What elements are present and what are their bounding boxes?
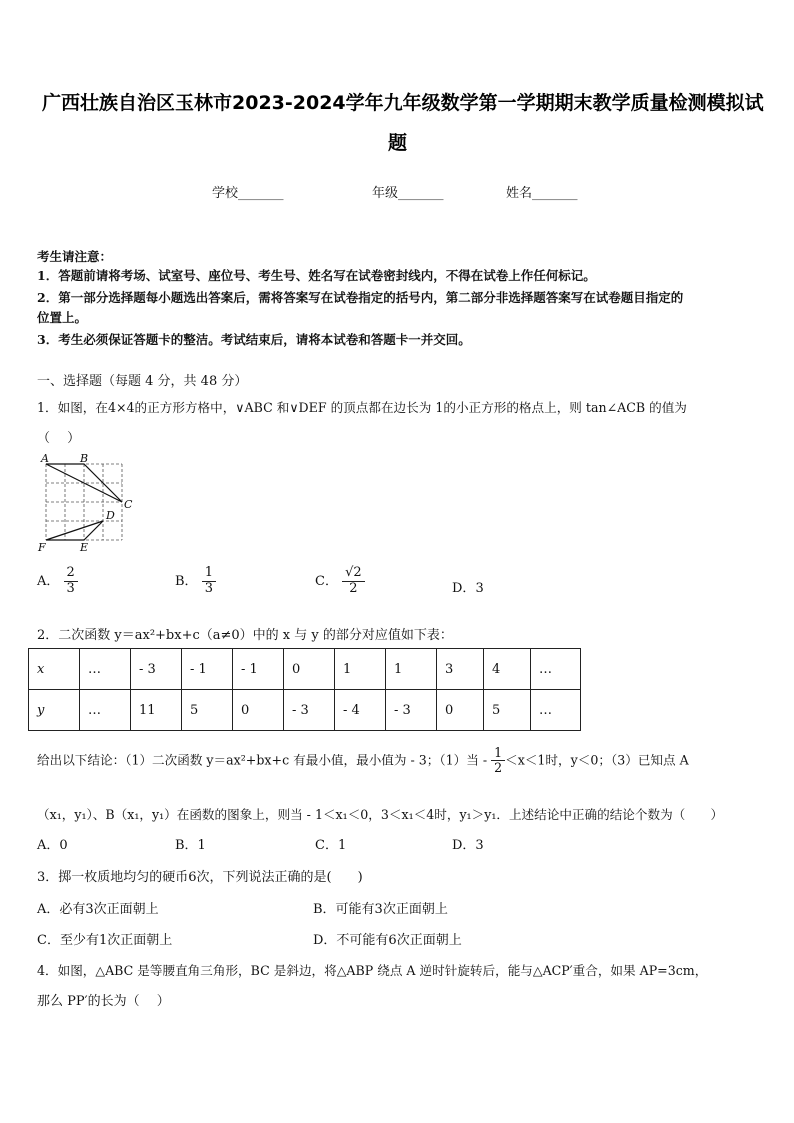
label-f: F — [38, 541, 46, 554]
q1-option-c[interactable]: C． $\frac{√2}{2}$ — [315, 566, 365, 597]
q1-option-d[interactable]: D．3 — [452, 581, 484, 596]
label-e: E — [80, 541, 89, 554]
q2-option-d[interactable]: D．3 — [452, 838, 484, 853]
q1-stem: 1．如图，在4×4的正方形方格中，∨ABC 和∨DEF 的顶点都在边长为 1的小正方形的格点上，则 tan∠ACB 的值为 — [37, 400, 687, 415]
name-field: 姓名_______ — [506, 186, 578, 201]
q2-conclusions-cont: （x₁，y₁）、B（x₁，y₁）在函数的图象上，则当 - 1＜x₁＜0，3＜x₁＜4时，y₁＞y₁．上述结论中正确的结论个数为（ ） — [37, 807, 724, 822]
fraction: $\frac{1}{3}$ — [202, 566, 216, 597]
page-title-line2: 题 — [388, 132, 408, 154]
notice-item-2-cont: 位置上。 — [37, 310, 88, 325]
q2-value-table — [28, 648, 581, 731]
school-field: 学校_______ — [212, 186, 284, 201]
label-b: B — [80, 452, 89, 465]
section-heading: 一、选择题（每题 4 分，共 48 分） — [37, 374, 248, 389]
q2-option-b[interactable]: B．1 — [175, 838, 206, 853]
q4-stem: 4．如图，△ABC 是等腰直角三角形，BC 是斜边，将△ABP 绕点 A 逆时针旋转后，能与△ACP′重合，如果 AP=3cm， — [37, 963, 708, 978]
notice-item-2: 2．第一部分选择题每小题选出答案后，需将答案写在试卷指定的括号内，第二部分非选择题答案写在试卷题目指定的 — [37, 290, 684, 305]
q2-conclusions: 给出以下结论：（1）二次函数 y＝ax²+bx+c 有最小值，最小值为 - 3；（1）当 - $\frac{1}{2}$ ＜x＜1时，y＜0；（3）已知点 A — [37, 745, 689, 776]
q3-stem: 3．掷一枚质地均匀的硬币6次，下列说法正确的是( ) — [37, 870, 363, 885]
label-c: C — [124, 498, 133, 511]
q4-stem-cont: 那么 PP′的长为（ ） — [37, 994, 170, 1009]
table-row: y … 11 5 0 - 3 - 4 - 3 0 5 … — [29, 690, 581, 731]
fraction: $\frac{√2}{2}$ — [342, 566, 365, 597]
label-a: A — [41, 452, 49, 465]
fraction: $\frac{2}{3}$ — [64, 566, 78, 597]
q2-stem: 2．二次函数 y＝ax²+bx+c（a≠0）中的 x 与 y 的部分对应值如下表： — [37, 628, 453, 643]
q3-option-c[interactable]: C．至少有1次正面朝上 — [37, 933, 173, 948]
q1-stem-paren: （ ） — [37, 431, 81, 446]
table-row: x … - 3 - 1 - 1 0 1 1 3 4 … — [29, 649, 581, 690]
q2-option-c[interactable]: C．1 — [315, 838, 347, 853]
q3-option-d[interactable]: D．不可能有6次正面朝上 — [313, 933, 462, 948]
grade-field: 年级_______ — [372, 186, 444, 201]
label-d: D — [106, 509, 115, 522]
q3-option-b[interactable]: B．可能有3次正面朝上 — [313, 902, 448, 917]
page-title-line1: 广西壮族自治区玉林市2023-2024学年九年级数学第一学期期末教学质量检测模拟试 — [42, 92, 764, 114]
notice-heading: 考生请注意： — [37, 249, 113, 264]
q1-grid-figure — [36, 450, 142, 556]
q1-option-a[interactable]: A． $\frac{2}{3}$ — [37, 566, 78, 597]
fraction: $\frac{1}{2}$ — [491, 746, 505, 776]
notice-item-3: 3．考生必须保证答题卡的整洁。考试结束后，请将本试卷和答题卡一并交回。 — [37, 332, 471, 347]
q1-option-b[interactable]: B． $\frac{1}{3}$ — [175, 566, 216, 597]
notice-item-1: 1．答题前请将考场、试室号、座位号、考生号、姓名写在试卷密封线内，不得在试卷上作任何标记。 — [37, 268, 596, 283]
q3-option-a[interactable]: A．必有3次正面朝上 — [37, 902, 159, 917]
q2-option-a[interactable]: A．0 — [37, 838, 68, 853]
triangle-def — [46, 521, 103, 540]
